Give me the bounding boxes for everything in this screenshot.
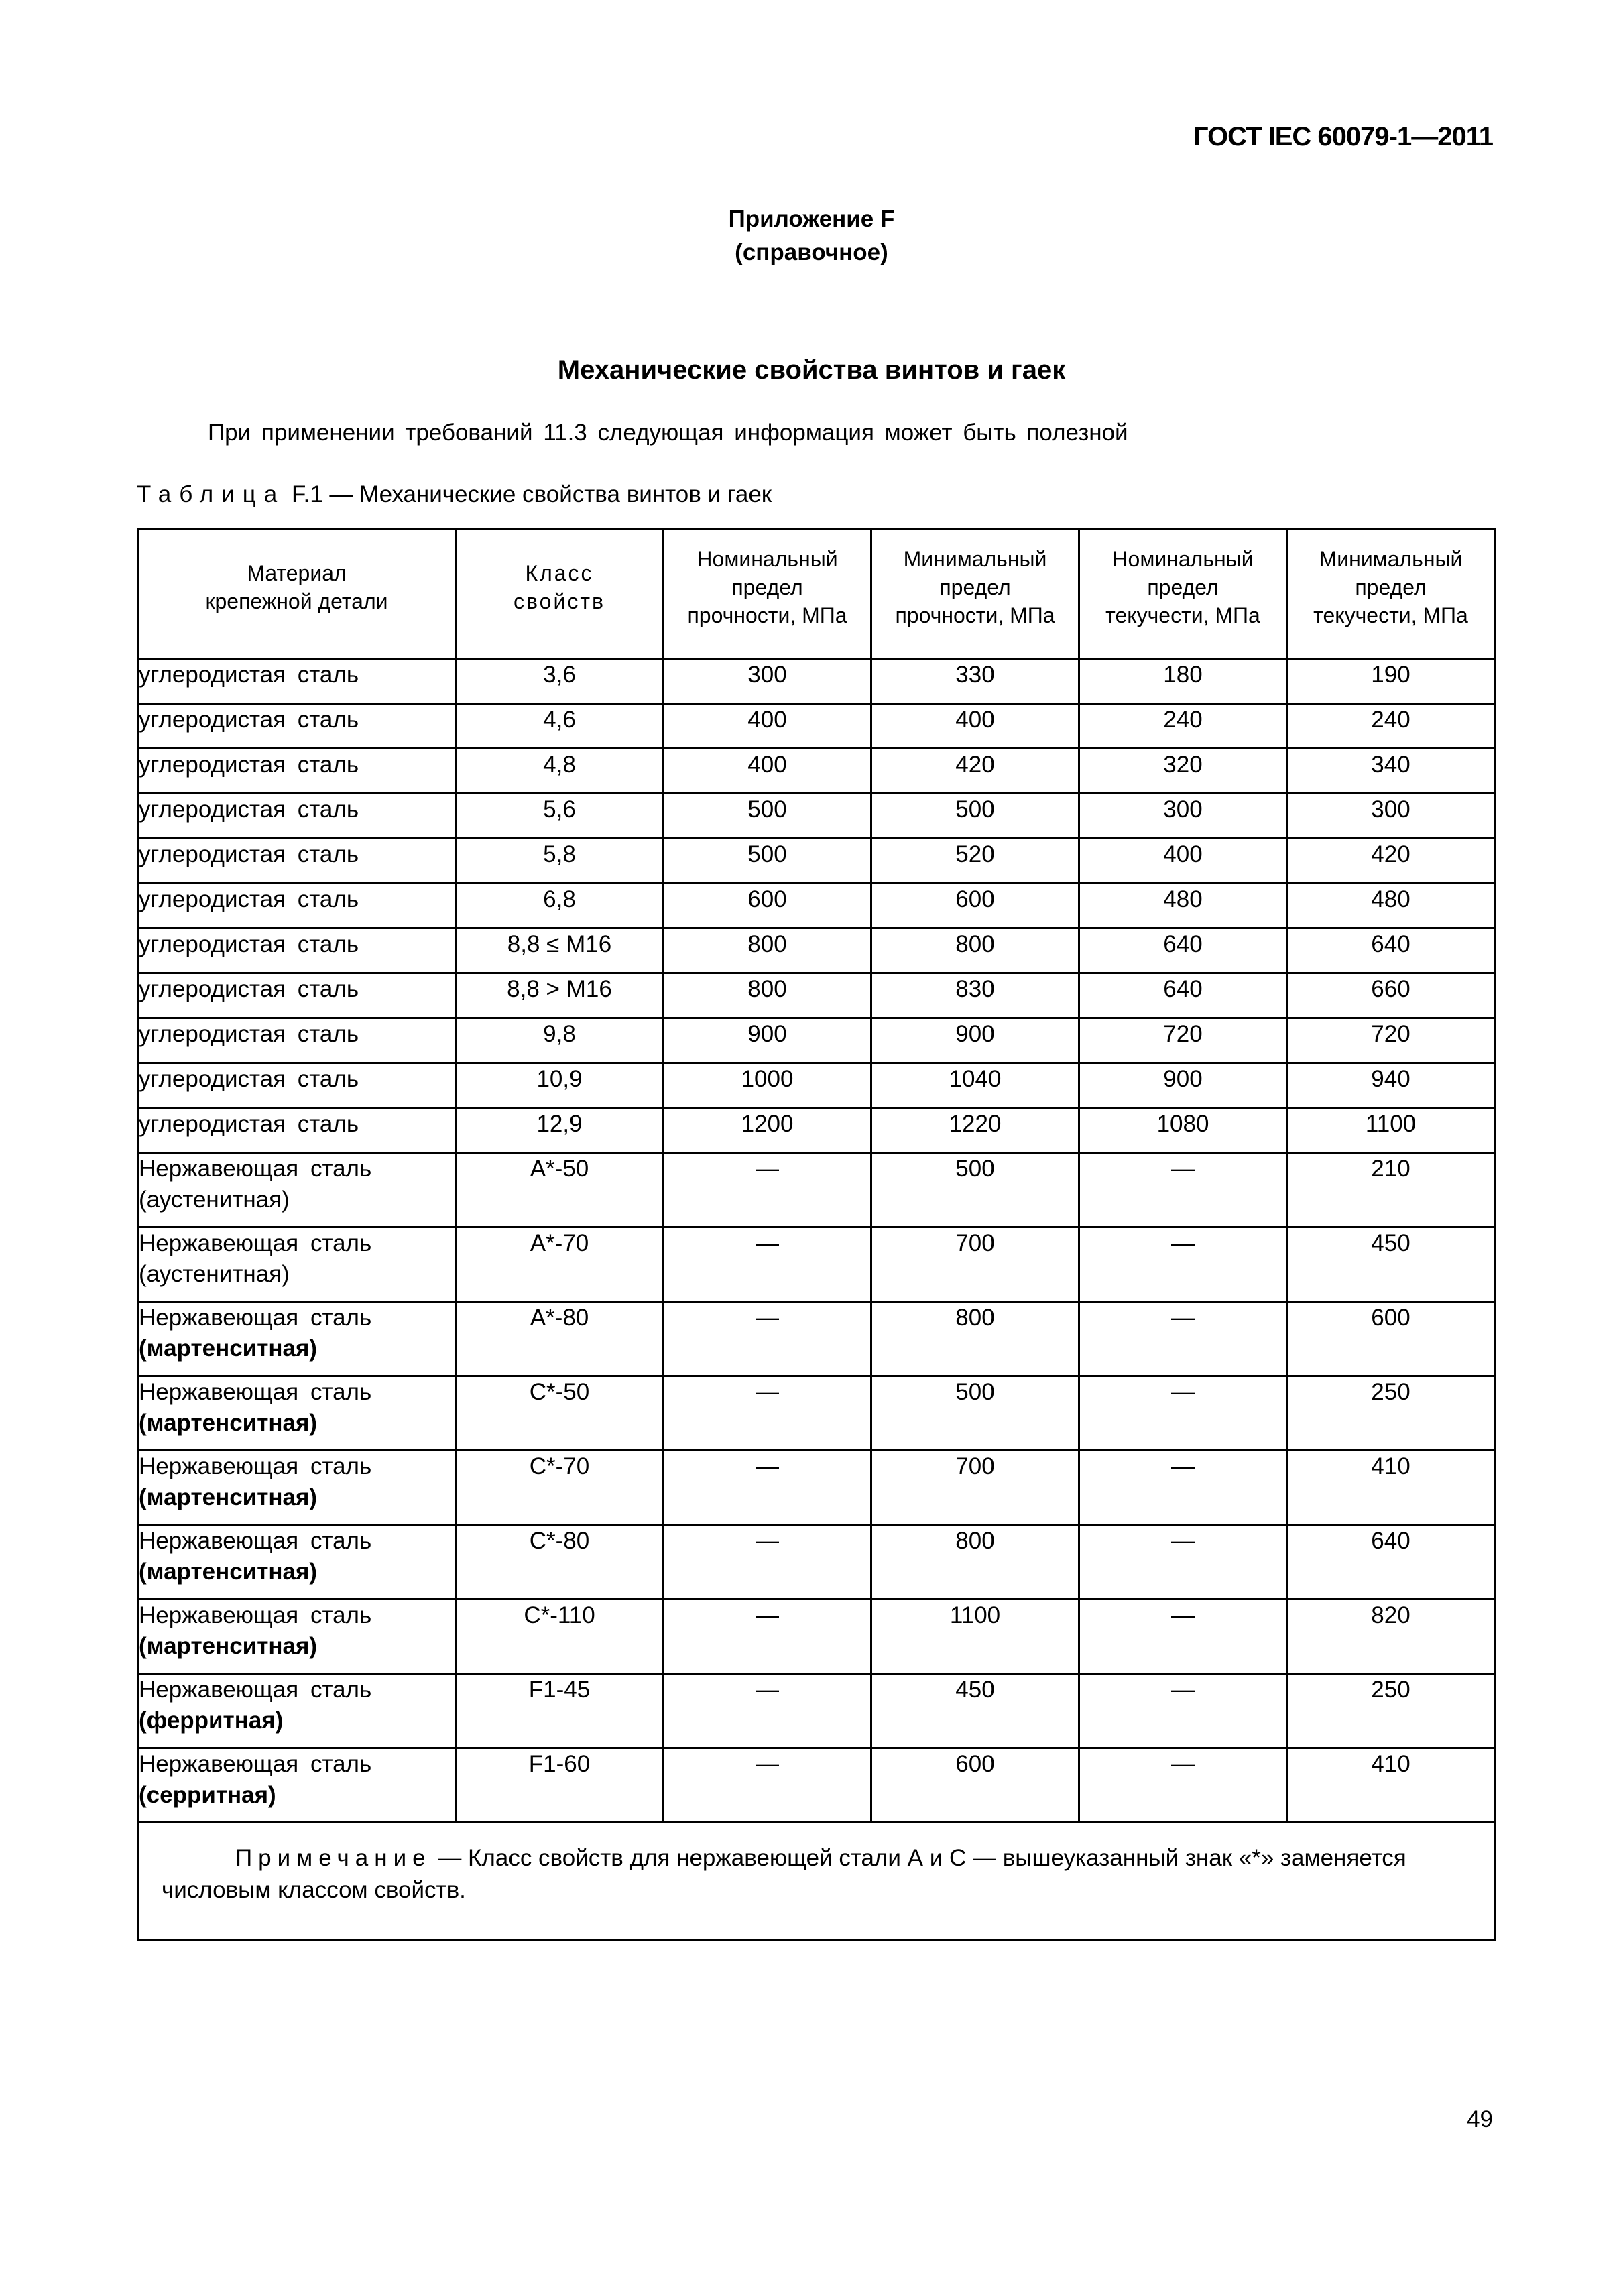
cell-class: A*-80 (456, 1302, 664, 1376)
cell-material: Нержавеющая сталь (аустенитная) (138, 1153, 456, 1227)
cell-minimal-strength: 500 (871, 1153, 1079, 1227)
table-row (138, 1108, 1495, 1153)
cell-minimal-yield: 250 (1287, 1376, 1495, 1451)
cell-nominal-strength: 300 (664, 659, 871, 704)
cell-minimal-yield: 410 (1287, 1451, 1495, 1525)
cell-minimal-strength: 600 (871, 884, 1079, 928)
table-row (138, 1451, 1495, 1525)
cell-class: 4,6 (456, 704, 664, 749)
cell-material: углеродистая сталь (138, 659, 456, 704)
cell-minimal-strength: 1040 (871, 1063, 1079, 1108)
cell-nominal-yield: — (1079, 1674, 1287, 1748)
cell-material: углеродистая сталь (138, 704, 456, 749)
cell-material: углеродистая сталь (138, 1108, 456, 1153)
cell-material: Нержавеющая сталь (мартенситная) (138, 1376, 456, 1451)
header-material: Материал крепежной детали (138, 530, 456, 644)
cell-class: 5,6 (456, 794, 664, 839)
cell-material: углеродистая сталь (138, 973, 456, 1018)
cell-nominal-strength: — (664, 1227, 871, 1302)
cell-nominal-yield: — (1079, 1376, 1287, 1451)
table-row (138, 1063, 1495, 1108)
cell-class: 8,8 > M16 (456, 973, 664, 1018)
cell-material: Нержавеющая сталь (серритная) (138, 1748, 456, 1823)
cell-minimal-strength: 800 (871, 1302, 1079, 1376)
table-row (138, 1302, 1495, 1376)
cell-class: C*-110 (456, 1599, 664, 1674)
table-row (138, 1748, 1495, 1823)
cell-minimal-strength: 500 (871, 1376, 1079, 1451)
cell-minimal-yield: 940 (1287, 1063, 1495, 1108)
cell-minimal-strength: 900 (871, 1018, 1079, 1063)
cell-nominal-yield: 400 (1079, 839, 1287, 884)
cell-nominal-strength: 600 (664, 884, 871, 928)
cell-minimal-strength: 700 (871, 1227, 1079, 1302)
cell-nominal-strength: — (664, 1674, 871, 1748)
cell-nominal-strength: 900 (664, 1018, 871, 1063)
table-row (138, 749, 1495, 794)
cell-nominal-strength: 500 (664, 839, 871, 884)
table-row (138, 704, 1495, 749)
annex-heading (0, 202, 1623, 269)
cell-minimal-yield: 300 (1287, 794, 1495, 839)
annex-subtitle: (справочное) (735, 239, 888, 265)
table-row (138, 839, 1495, 884)
cell-minimal-yield: 1100 (1287, 1108, 1495, 1153)
cell-nominal-yield: — (1079, 1153, 1287, 1227)
cell-class: 12,9 (456, 1108, 664, 1153)
table-row (138, 1376, 1495, 1451)
page-number: 49 (1467, 2106, 1493, 2132)
cell-material: углеродистая сталь (138, 1018, 456, 1063)
table-row (138, 1674, 1495, 1748)
header-nominal-strength: Номинальный предел прочности, МПа (664, 530, 871, 644)
header-minimal-strength: Минимальный предел прочности, МПа (871, 530, 1079, 644)
header-class: Класс свойств (456, 530, 664, 644)
cell-minimal-strength: 520 (871, 839, 1079, 884)
cell-minimal-strength: 450 (871, 1674, 1079, 1748)
table-row (138, 1599, 1495, 1674)
cell-nominal-yield: — (1079, 1302, 1287, 1376)
cell-nominal-strength: 1000 (664, 1063, 871, 1108)
table-row (138, 1227, 1495, 1302)
cell-material: углеродистая сталь (138, 749, 456, 794)
cell-nominal-strength: 400 (664, 749, 871, 794)
table-row (138, 659, 1495, 704)
section-title: Механические свойства винтов и гаек (557, 355, 1066, 385)
cell-nominal-strength: 800 (664, 973, 871, 1018)
cell-nominal-strength: 800 (664, 928, 871, 973)
properties-table (137, 528, 1496, 1941)
cell-minimal-yield: 340 (1287, 749, 1495, 794)
cell-nominal-yield: — (1079, 1451, 1287, 1525)
cell-nominal-yield: 720 (1079, 1018, 1287, 1063)
cell-material: Нержавеющая сталь (мартенситная) (138, 1599, 456, 1674)
cell-nominal-strength: — (664, 1525, 871, 1599)
table-row (138, 1525, 1495, 1599)
cell-nominal-strength: — (664, 1302, 871, 1376)
cell-minimal-strength: 830 (871, 973, 1079, 1018)
cell-material: Нержавеющая сталь (ферритная) (138, 1674, 456, 1748)
cell-material: углеродистая сталь (138, 1063, 456, 1108)
cell-class: C*-80 (456, 1525, 664, 1599)
cell-minimal-yield: 450 (1287, 1227, 1495, 1302)
cell-class: F1-60 (456, 1748, 664, 1823)
cell-material: углеродистая сталь (138, 839, 456, 884)
cell-class: 9,8 (456, 1018, 664, 1063)
cell-material: Нержавеющая сталь (мартенситная) (138, 1451, 456, 1525)
cell-class: 5,8 (456, 839, 664, 884)
cell-minimal-strength: 1220 (871, 1108, 1079, 1153)
table-row (138, 884, 1495, 928)
table-caption-text: F.1 — Механические свойства винтов и гаек (291, 481, 772, 507)
cell-nominal-strength: — (664, 1153, 871, 1227)
table-row (138, 1018, 1495, 1063)
table-note-row (138, 1823, 1495, 1940)
table-header-row (138, 530, 1495, 644)
cell-minimal-strength: 330 (871, 659, 1079, 704)
cell-minimal-strength: 1100 (871, 1599, 1079, 1674)
cell-class: F1-45 (456, 1674, 664, 1748)
cell-nominal-yield: — (1079, 1525, 1287, 1599)
cell-minimal-yield: 420 (1287, 839, 1495, 884)
cell-class: 6,8 (456, 884, 664, 928)
cell-material: Нержавеющая сталь (аустенитная) (138, 1227, 456, 1302)
cell-material: углеродистая сталь (138, 928, 456, 973)
cell-nominal-strength: — (664, 1451, 871, 1525)
header-minimal-yield: Минимальный предел текучести, МПа (1287, 530, 1495, 644)
cell-nominal-strength: — (664, 1376, 871, 1451)
table-row (138, 973, 1495, 1018)
cell-nominal-strength: — (664, 1748, 871, 1823)
cell-minimal-yield: 410 (1287, 1748, 1495, 1823)
standard-code: ГОСТ IEC 60079-1—2011 (1193, 122, 1493, 152)
table-note (138, 1823, 1495, 1940)
table-row (138, 794, 1495, 839)
cell-nominal-yield: 300 (1079, 794, 1287, 839)
cell-material: Нержавеющая сталь (мартенситная) (138, 1525, 456, 1599)
cell-minimal-strength: 700 (871, 1451, 1079, 1525)
header-nominal-yield: Номинальный предел текучести, МПа (1079, 530, 1287, 644)
cell-minimal-strength: 800 (871, 1525, 1079, 1599)
cell-minimal-yield: 240 (1287, 704, 1495, 749)
annex-title: Приложение F (728, 206, 895, 232)
cell-nominal-yield: 180 (1079, 659, 1287, 704)
cell-minimal-yield: 820 (1287, 1599, 1495, 1674)
intro-paragraph: При применении требований 11.3 следующая информация может быть полезной (208, 420, 1128, 446)
cell-minimal-yield: 640 (1287, 928, 1495, 973)
cell-class: A*-50 (456, 1153, 664, 1227)
note-text: — Класс свойств для нержавеющей стали А и С — вышеуказанный знак «*» заменяется числовым классом свойств. (162, 1845, 1406, 1903)
cell-nominal-yield: 640 (1079, 973, 1287, 1018)
cell-nominal-yield: 320 (1079, 749, 1287, 794)
cell-nominal-yield: 1080 (1079, 1108, 1287, 1153)
cell-minimal-strength: 420 (871, 749, 1079, 794)
cell-nominal-yield: 640 (1079, 928, 1287, 973)
cell-minimal-strength: 600 (871, 1748, 1079, 1823)
cell-minimal-strength: 400 (871, 704, 1079, 749)
cell-minimal-yield: 660 (1287, 973, 1495, 1018)
cell-nominal-yield: 480 (1079, 884, 1287, 928)
table-row (138, 1153, 1495, 1227)
cell-minimal-yield: 250 (1287, 1674, 1495, 1748)
table-row (138, 928, 1495, 973)
cell-material: углеродистая сталь (138, 794, 456, 839)
cell-minimal-yield: 600 (1287, 1302, 1495, 1376)
cell-nominal-strength: 500 (664, 794, 871, 839)
cell-nominal-strength: 1200 (664, 1108, 871, 1153)
cell-minimal-strength: 800 (871, 928, 1079, 973)
cell-minimal-yield: 640 (1287, 1525, 1495, 1599)
cell-nominal-yield: — (1079, 1748, 1287, 1823)
cell-nominal-yield: 240 (1079, 704, 1287, 749)
cell-class: 10,9 (456, 1063, 664, 1108)
cell-minimal-yield: 210 (1287, 1153, 1495, 1227)
cell-nominal-yield: 900 (1079, 1063, 1287, 1108)
note-label: Примечание (235, 1845, 432, 1871)
cell-material: углеродистая сталь (138, 884, 456, 928)
header-gap-row (138, 644, 1495, 659)
cell-class: C*-50 (456, 1376, 664, 1451)
cell-minimal-yield: 480 (1287, 884, 1495, 928)
cell-nominal-yield: — (1079, 1599, 1287, 1674)
cell-minimal-yield: 190 (1287, 659, 1495, 704)
cell-nominal-yield: — (1079, 1227, 1287, 1302)
table-caption (137, 481, 772, 508)
table-caption-label: Таблица (137, 481, 286, 507)
cell-minimal-strength: 500 (871, 794, 1079, 839)
cell-nominal-strength: — (664, 1599, 871, 1674)
cell-class: 4,8 (456, 749, 664, 794)
cell-material: Нержавеющая сталь (мартенситная) (138, 1302, 456, 1376)
cell-nominal-strength: 400 (664, 704, 871, 749)
cell-minimal-yield: 720 (1287, 1018, 1495, 1063)
cell-class: 3,6 (456, 659, 664, 704)
cell-class: 8,8 ≤ M16 (456, 928, 664, 973)
cell-class: C*-70 (456, 1451, 664, 1525)
cell-class: A*-70 (456, 1227, 664, 1302)
